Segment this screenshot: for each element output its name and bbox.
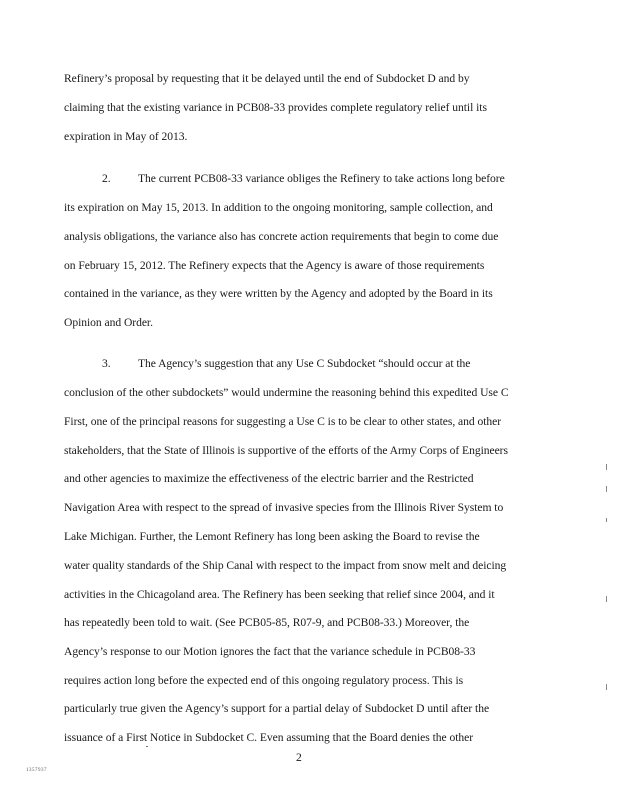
paragraph-3-line: activities in the Chicagoland area. The Refinery has been seeking that relief since 2004, and it: [64, 588, 495, 601]
footer-document-code: 1357937: [26, 768, 47, 773]
paragraph-3-line: particularly true given the Agency’s support for a partial delay of Subdocket D until after the: [64, 702, 490, 715]
paragraph-2-first-line: The current PCB08-33 variance obliges the Refinery to take actions long before: [138, 172, 505, 185]
paragraph-3-line: Lake Michigan. Further, the Lemont Refinery has long been asking the Board to revise the: [64, 530, 480, 543]
margin-mark: [606, 464, 607, 470]
paragraph-2-line: contained in the variance, as they were written by the Agency and adopted by the Board in its: [64, 287, 493, 300]
paragraph-3-line: conclusion of the other subdockets” would undermine the reasoning behind this expedited Use C: [64, 386, 509, 399]
paragraph-3-line: and other agencies to maximize the effectiveness of the electric barrier and the Restricted: [64, 472, 474, 485]
intro-line-2: claiming that the existing variance in PCB08-33 provides complete regulatory relief until its: [64, 101, 487, 114]
paragraph-2-number: 2.: [102, 172, 111, 185]
page-number: 2: [296, 751, 302, 764]
paragraph-3-line: stakeholders, that the State of Illinois is supportive of the efforts of the Army Corps of Engineers: [64, 444, 508, 457]
paragraph-2-line: analysis obligations, the variance also has concrete action requirements that begin to come due: [64, 230, 499, 243]
footer-dot: [146, 746, 148, 747]
paragraph-3-number: 3.: [102, 357, 111, 370]
paragraph-3-line: First, one of the principal reasons for suggesting a Use C is to be clear to other states, and other: [64, 415, 502, 428]
paragraph-3-line: Agency’s response to our Motion ignores the fact that the variance schedule in PCB08-33: [64, 645, 476, 658]
paragraph-3-line: requires action long before the expected end of this ongoing regulatory process. This is: [64, 674, 464, 687]
intro-line-3: expiration in May of 2013.: [64, 130, 188, 143]
intro-line-1: Refinery’s proposal by requesting that it be delayed until the end of Subdocket D and by: [64, 72, 470, 85]
margin-mark: [606, 596, 607, 602]
margin-mark: [606, 518, 607, 522]
paragraph-3-line: water quality standards of the Ship Canal with respect to the impact from snow melt and deicing: [64, 559, 507, 572]
paragraph-3-line: Navigation Area with respect to the spread of invasive species from the Illinois River System to: [64, 501, 504, 514]
margin-mark: [606, 684, 607, 690]
margin-mark: [606, 486, 607, 492]
paragraph-2-line: on February 15, 2012. The Refinery expects that the Agency is aware of those requirements: [64, 259, 485, 272]
paragraph-2-line: Opinion and Order.: [64, 316, 153, 329]
paragraph-3-first-line: The Agency’s suggestion that any Use C Subdocket “should occur at the: [138, 357, 471, 370]
paragraph-3-line: has repeatedly been told to wait. (See PCB05-85, R07-9, and PCB08-33.) Moreover, the: [64, 616, 470, 629]
paragraph-3-line: issuance of a First Notice in Subdocket C. Even assuming that the Board denies the other: [64, 731, 474, 744]
paragraph-2-line: its expiration on May 15, 2013. In addition to the ongoing monitoring, sample collection, and: [64, 201, 493, 214]
